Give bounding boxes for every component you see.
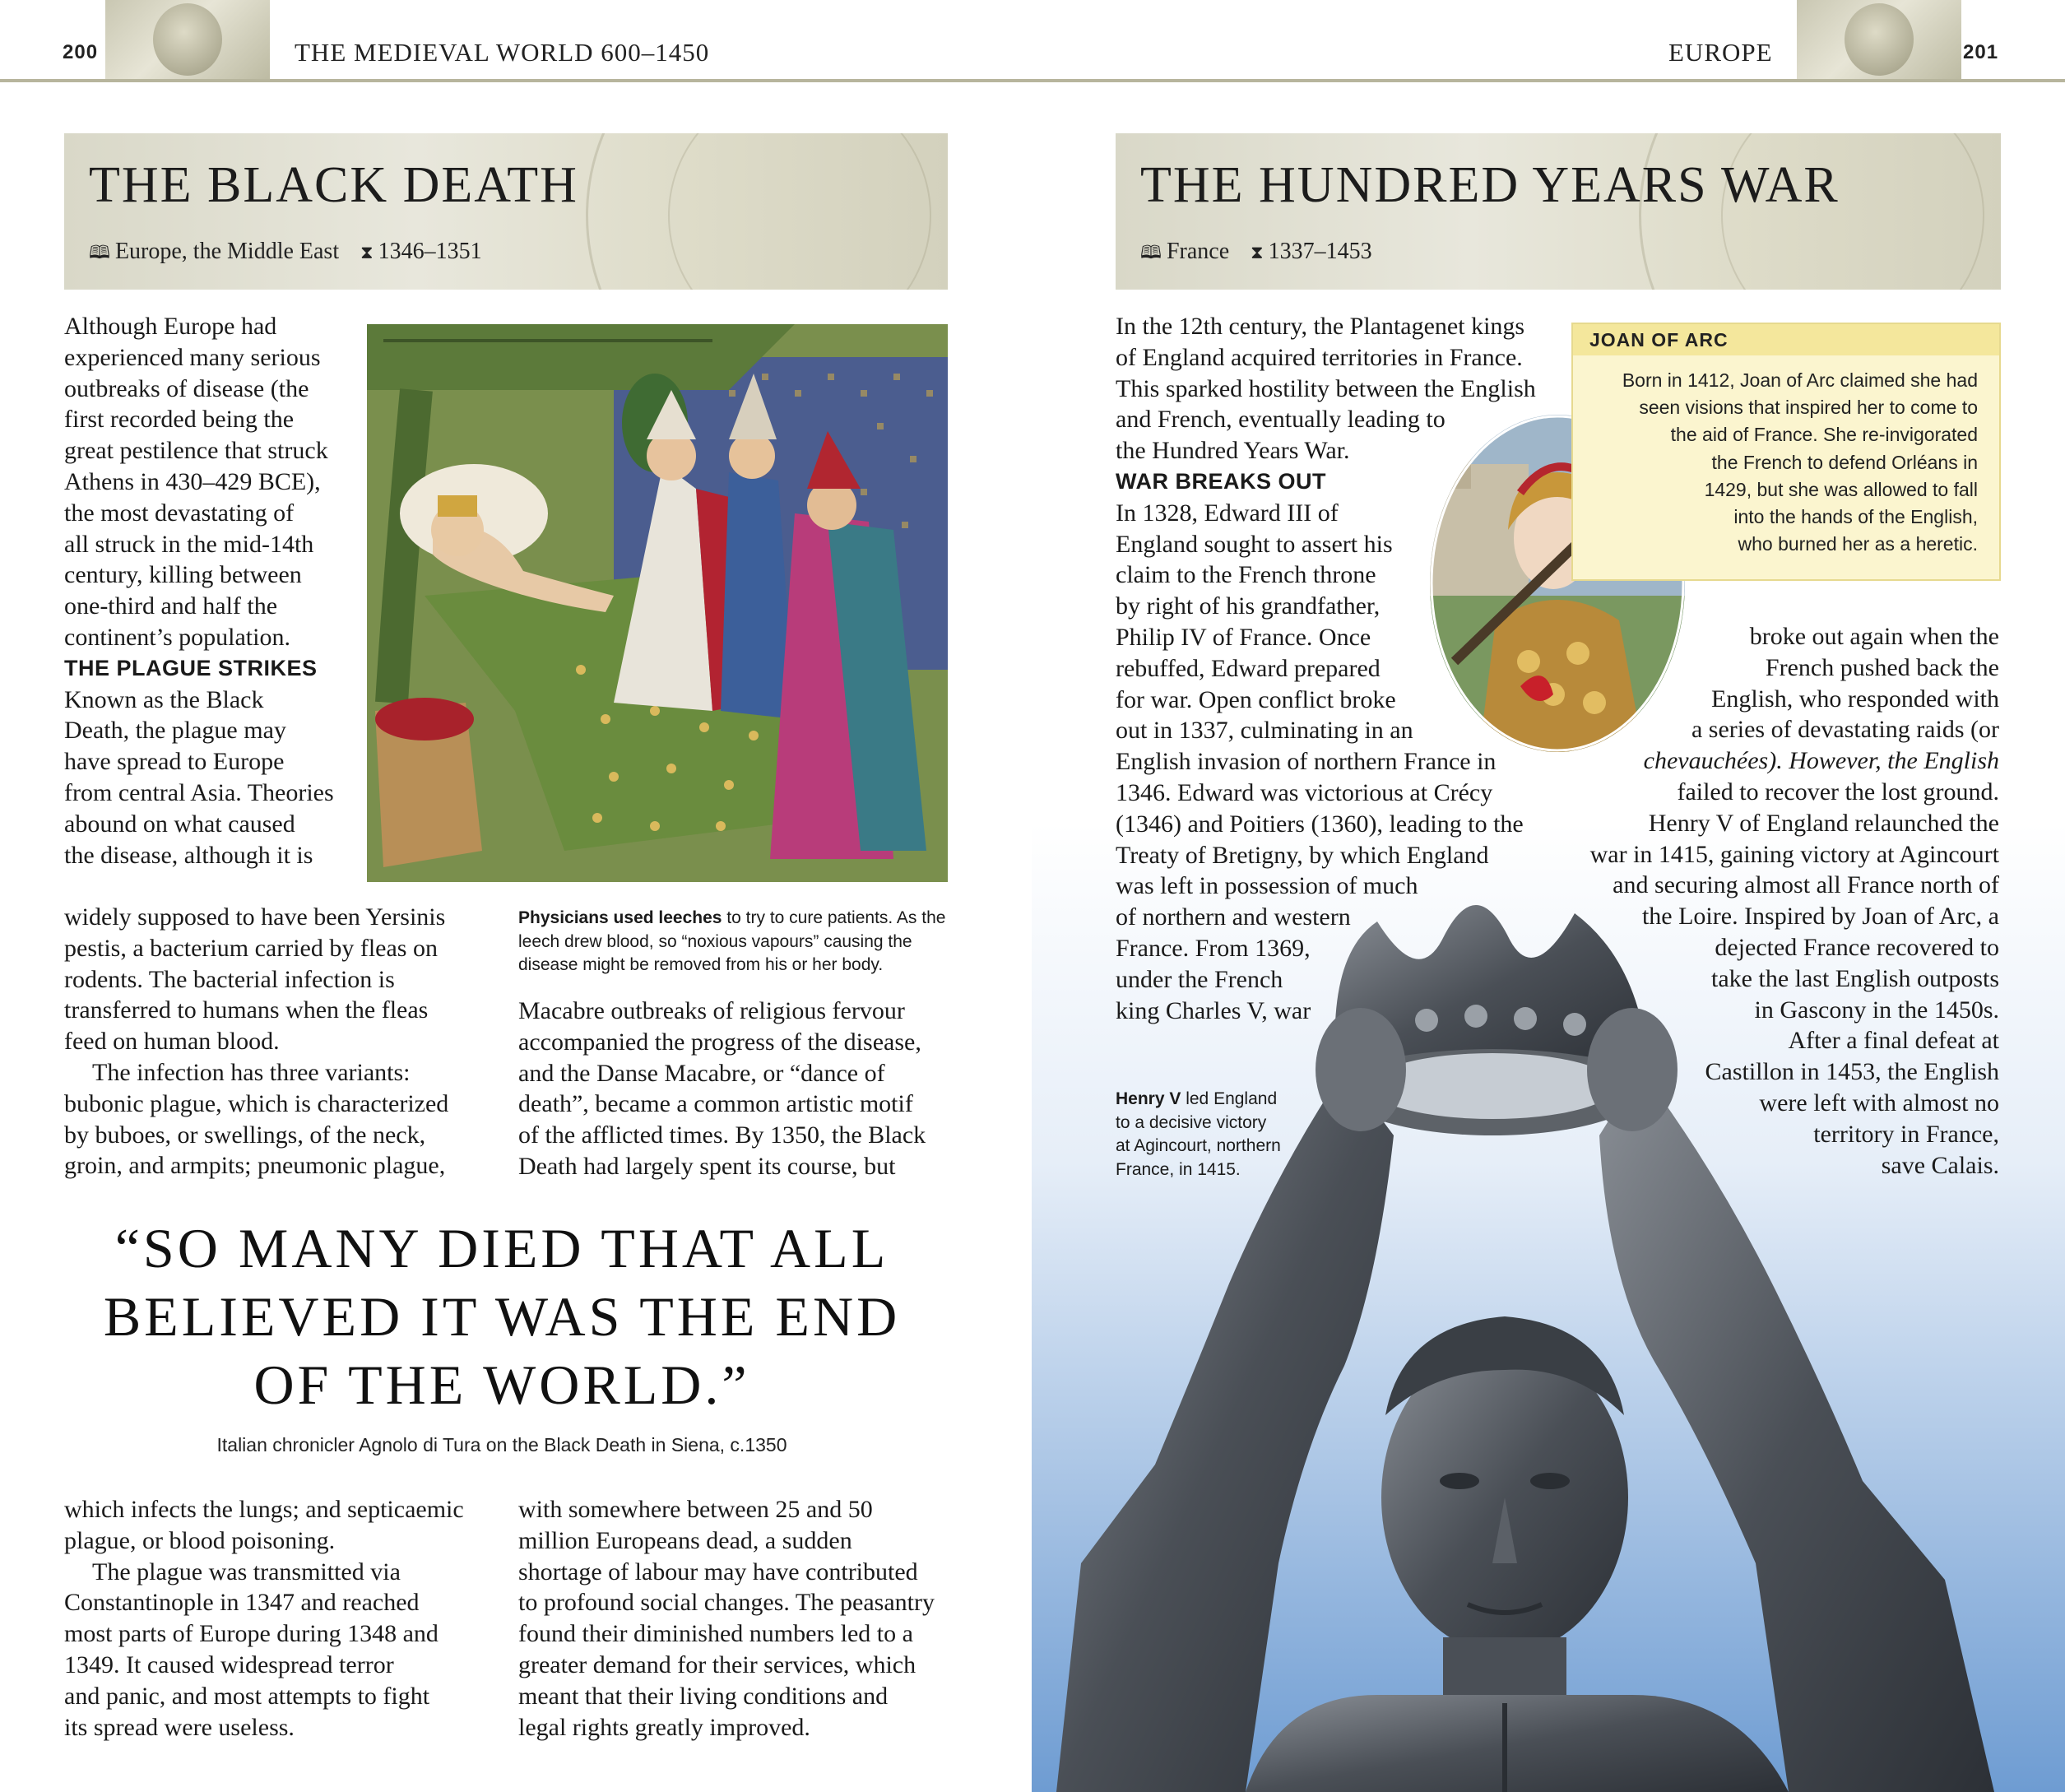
sickbed-illustration — [367, 324, 948, 882]
hundred-years-war-banner — [1116, 133, 2001, 290]
joan-of-arc-sidebar — [1571, 323, 2001, 581]
black-death-col2-bottom: with somewhere between 25 and 50 million Europeans dead, a sudden shortage of labour may have contributed to profound social changes. The peasantry found their diminished numbers led to a greater demand for their services, which meant that their living conditions and legal rights greatly improved. — [518, 1496, 935, 1741]
black-death-col1-bottom: which infects the lungs; and septicaemic plague, or blood poisoning. The plague was transmitted via Constantinople in 1347 and reached most parts of Europe during 1348 and 1349. It caused widespread terror and panic, and most attempts to fight its spread were useless. — [64, 1496, 464, 1741]
black-death-intro: Although Europe had experienced many serious outbreaks of disease (the first recorded being the great pestilence that struck Athens in 430–429 BCE), the most devastating of all struck in the mid-14th century, killing between one-third and half the continent’s population. THE PLAGUE STRIKES Known as the Black Death, the plague may have spread to Europe from central Asia. Theories abound on what caused the disease, although it is — [64, 311, 360, 870]
hundred-years-war-col2: broke out again when the French pushed back the English, who responded with a series of devastating raids (or chevauchées). However, the English failed to recover the lost ground. Henry V of England relaunched the war in 1415, gaining victory at Agincourt and securing almost all France north of the Loire. Inspired by Joan of Arc, a dejected France recovered to take the last English outposts in Gascony in the 1450s. After a final defeat at Castillon in 1453, the English were left with almost no territory in France, save Calais. — [1589, 623, 1999, 1179]
header-ornament-right — [1797, 0, 1961, 79]
section-meta — [1140, 239, 1372, 270]
black-death-col2-top: Macabre outbreaks of religious fervour accompanied the progress of the disease, and the Danse Macabre, or “dance of death”, became a common artistic motif of the afflicted times. By 1350, the Black Death had largely spent its course, but — [518, 997, 926, 1180]
sidebar-body: Born in 1412, Joan of Arc claimed she had seen visions that inspired her to come to the aid of France. She re-invigorated the French to defend Orléans in 1429, but she was allowed to fall into the hands of the English, who burned her as a heretic. — [1622, 369, 1978, 555]
black-death-banner — [64, 133, 948, 290]
running-title-left: THE MEDIEVAL WORLD 600–1450 — [295, 38, 710, 67]
subhead-war-breaks-out: WAR BREAKS OUT — [1116, 468, 1326, 494]
plague-miniature-image — [367, 324, 948, 882]
black-death-col1: widely supposed to have been Yersinis pestis, a bacterium carried by fleas on rodents. The bacterial infection is transferred to humans when the fleas feed on human blood. The infection has three variants: bubonic plague, which is characterized by buboes, or swellings, of the neck, groin, and armpits; pneumonic plague, — [64, 903, 449, 1180]
quote-attribution: Italian chronicler Agnolo di Tura on the Black Death in Siena, c.1350 — [216, 1434, 787, 1455]
region-label: France — [1166, 239, 1230, 264]
map-book-icon: 🕮 — [89, 243, 110, 263]
header-rule — [0, 79, 2065, 82]
page-number-left: 200 — [63, 41, 99, 63]
region-label: Europe, the Middle East — [114, 239, 340, 264]
header-ornament-left — [105, 0, 270, 79]
section-meta — [89, 239, 482, 270]
running-header — [0, 0, 2065, 82]
page-number-right: 201 — [1963, 41, 1999, 63]
subhead-plague-strikes: THE PLAGUE STRIKES — [64, 655, 318, 680]
section-title: THE BLACK DEATH — [89, 157, 578, 213]
hourglass-icon: ⧗ — [1251, 243, 1264, 263]
hourglass-icon: ⧗ — [360, 243, 374, 263]
pull-quote: “SO MANY DIED THAT ALL BELIEVED IT WAS THE END OF THE WORLD.” — [103, 1217, 901, 1416]
henry-v-caption: Henry V led England to a decisive victory at Agincourt, northern France, in 1415. — [1116, 1089, 1281, 1179]
running-title-right: EUROPE — [1668, 38, 1773, 67]
date-range: 1337–1453 — [1268, 239, 1372, 264]
plague-image-caption: Physicians used leeches to try to cure patients. As the leech drew blood, so “noxious vapours” causing the disease might be removed from his or her body. — [518, 908, 946, 974]
hundred-years-war-intro: In the 12th century, the Plantagenet kings of England acquired territories in France. This sparked hostility between the English and French, eventually leading to the Hundred Years War. WAR BREAKS OUT In 1328, Edward III of England sought to assert his claim to the French throne by right of his grandfather, Philip IV of France. Once rebuffed, Edward prepared for war. Open conflict broke out in 1337, culminating in an English invasion of northern France in 1346. Edward was victorious at Crécy (1346) and Poitiers (1360), leading to the Treaty of Bretigny, by which England was left in possession of much of northern and western France. From 1369, under the French king Charles V, war — [1116, 311, 1576, 1026]
map-book-icon: 🕮 — [1140, 243, 1162, 263]
sidebar-title: JOAN OF ARC — [1573, 324, 1999, 355]
section-title: THE HUNDRED YEARS WAR — [1140, 157, 1840, 213]
date-range: 1346–1351 — [378, 239, 482, 264]
